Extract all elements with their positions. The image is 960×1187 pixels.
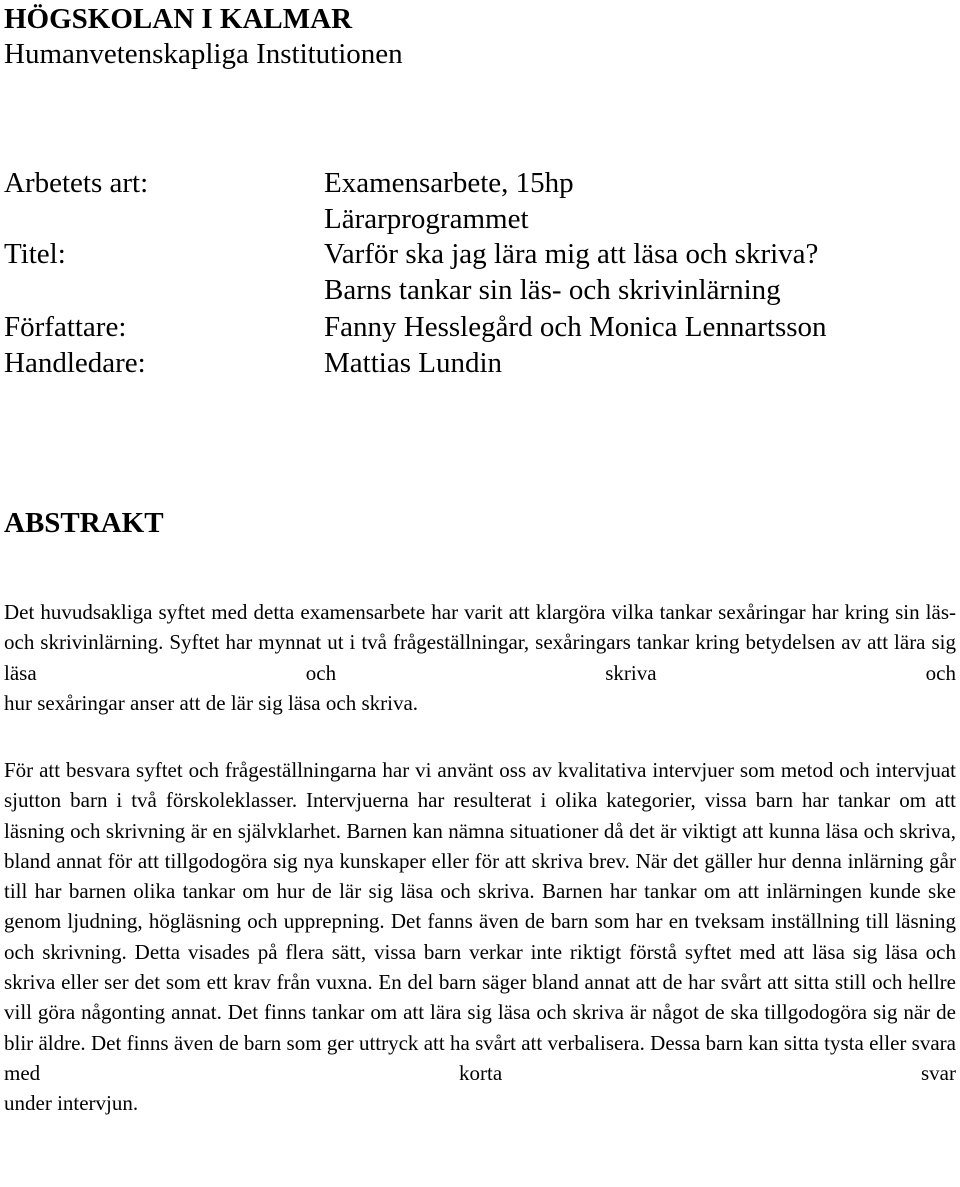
supervisor-label: Handledare:	[4, 347, 146, 379]
type-value-line-1: Examensarbete, 15hp	[324, 167, 574, 199]
author-value: Fanny Hesslegård och Monica Lennartsson	[324, 311, 827, 343]
abstract-heading: ABSTRAKT	[4, 507, 164, 539]
abstract-paragraph-1-body: Det huvudsakliga syftet med detta examensarbete har varit att klargöra vilka tankar sexåringar har kring sin läs- och skrivinlärning. Syftet har mynnat ut i två frågeställningar, sexåringars tankar kring betydelsen av att lära sig läsa och skriva och	[4, 600, 956, 685]
abstract-paragraph-2-body: För att besvara syftet och frågeställningarna har vi använt oss av kvalitativa intervjuer som metod och intervjuat sjutton barn i två förskoleklasser. Intervjuerna har resulterat i olika kategorier, vissa barn har tankar om att läsning och skrivning är en självklarhet. Barnen kan nämna situationer då det är viktigt att kunna läsa och skriva, bland annat för att tillgodogöra sig nya kunskaper eller för att skriva brev. När det gäller hur denna inlärning går till har barnen olika tankar om hur de lär sig läsa och skriva. Barnen har tankar om att inlärningen kunde ske genom ljudning, högläsning och upprepning. Det fanns även de barn som har en tveksam inställning till läsning och skrivning. Detta visades på flera sätt, vissa barn verkar inte riktigt förstå syftet med att läsa sig läsa och skriva eller ser det som ett krav från vuxna. En del barn säger bland annat att de har svårt att sitta still och hellre vill göra någonting annat. Det finns tankar om att lära sig läsa och skriva är något de ska tillgodogöra sig när de blir äldre. Det finns även de barn som ger uttryck att ha svårt att verbalisera. Dessa barn kan sitta tysta eller svara med korta svar	[4, 758, 956, 1085]
department-name: Humanvetenskapliga Institutionen	[4, 38, 403, 70]
supervisor-value: Mattias Lundin	[324, 347, 503, 379]
title-value-line-1: Varför ska jag lära mig att läsa och skriva?	[324, 238, 819, 270]
author-label: Författare:	[4, 311, 127, 343]
abstract-paragraph-2	[4, 755, 956, 1119]
title-label: Titel:	[4, 238, 66, 270]
abstract-paragraph-2-last-line: under intervjun.	[4, 1091, 139, 1116]
title-value-line-2: Barns tankar sin läs- och skrivinlärning	[324, 274, 781, 306]
institution-name: HÖGSKOLAN I KALMAR	[4, 3, 353, 35]
abstract-paragraph-1	[4, 597, 956, 718]
type-value-line-2: Lärarprogrammet	[324, 203, 529, 235]
abstract-paragraph-1-last-line: hur sexåringar anser att de lär sig läsa och skriva.	[4, 690, 419, 715]
type-label: Arbetets art:	[4, 167, 149, 199]
